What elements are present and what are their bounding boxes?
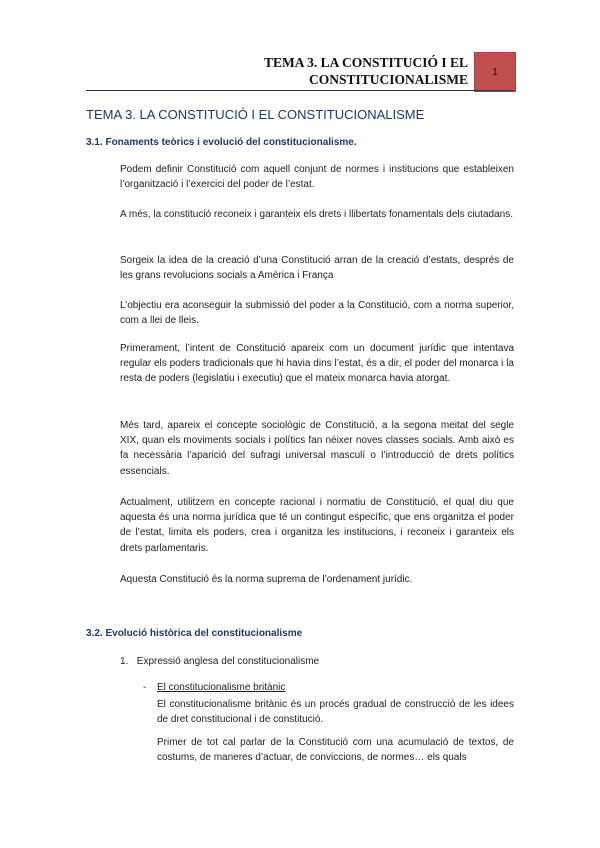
paragraph: Més tard, apareix el concepte sociològic de Constitució, a la segona meitat del segle XIX, quan els moviments socials i polítics fan néixer noves classes socials. Amb això es fa necessària l’aparició del sufragi universal masculí o l’introducció de drets polítics essencials. [120, 420, 514, 477]
paragraph: Primerament, l’intent de Constitució apareix com un document jurídic que intentava regular els poders tradicionals que hi havia dins l’estat, és a dir, el poder del monarca i la resta de poders (legislatiu i executiu) que el mateix monarca havia atorgat. [120, 343, 514, 385]
page-number: 1 [492, 66, 498, 78]
page-number-badge [474, 52, 516, 92]
running-header-line-1: TEMA 3. LA CONSTITUCIÓ I EL [263, 55, 468, 70]
header-divider [86, 90, 514, 91]
list-number: 1. [120, 656, 129, 667]
sub-heading: El constitucionalisme britànic [157, 682, 286, 693]
document-title: TEMA 3. LA CONSTITUCIÓ I EL CONSTITUCIONALISME [86, 107, 425, 122]
running-header-line-2: CONSTITUCIONALISME [308, 72, 468, 87]
section-heading-3-2: 3.2. Evolució històrica del constitucionalisme [86, 628, 303, 639]
paragraph: A més, la constitució reconeix i garanteix els drets i llibertats fonamentals dels ciutadans. [120, 209, 513, 220]
sub-paragraph: El constitucionalisme britànic és un procés gradual de construcció de les idees de dret constitucional i de constitució. [157, 699, 514, 726]
list-item-text: Expressió anglesa del constitucionalisme [136, 656, 320, 667]
sub-bullet-dash: - [143, 682, 147, 693]
paragraph: Podem definir Constitució com aquell conjunt de normes i institucions que estableixen l’organització i l’exercici del poder de l’estat. [120, 164, 514, 191]
paragraph: L’objectiu era aconseguir la submissió del poder a la Constitució, com a norma superior, com a llei de lleis. [120, 300, 514, 327]
paragraph: Actualment, utilitzem en concepte racional i normatiu de Constitució, el qual diu que aquesta és una norma jurídica que té un contingut específic, que ens organitza el poder de l’estat, limita els poders, crea i organitza les institucions, i reconeix i garanteix els drets parlamentaris. [120, 497, 514, 554]
sub-paragraph: Primer de tot cal parlar de la Constitució com una acumulació de textos, de costums, de maneres d’actuar, de conviccions, de normes… els quals [157, 737, 514, 764]
running-header-title [230, 54, 468, 88]
paragraph: Aquesta Constitució és la norma suprema de l’ordenament jurídic. [120, 574, 413, 585]
section-heading-3-1: 3.1. Fonaments teòrics i evolució del constitucionalisme. [86, 137, 357, 148]
numbered-list-item [120, 656, 319, 667]
paragraph: Sorgeix la idea de la creació d’una Constitució arran de la creació d’estats, després de les grans revolucions socials a Amèrica i França [120, 255, 514, 282]
